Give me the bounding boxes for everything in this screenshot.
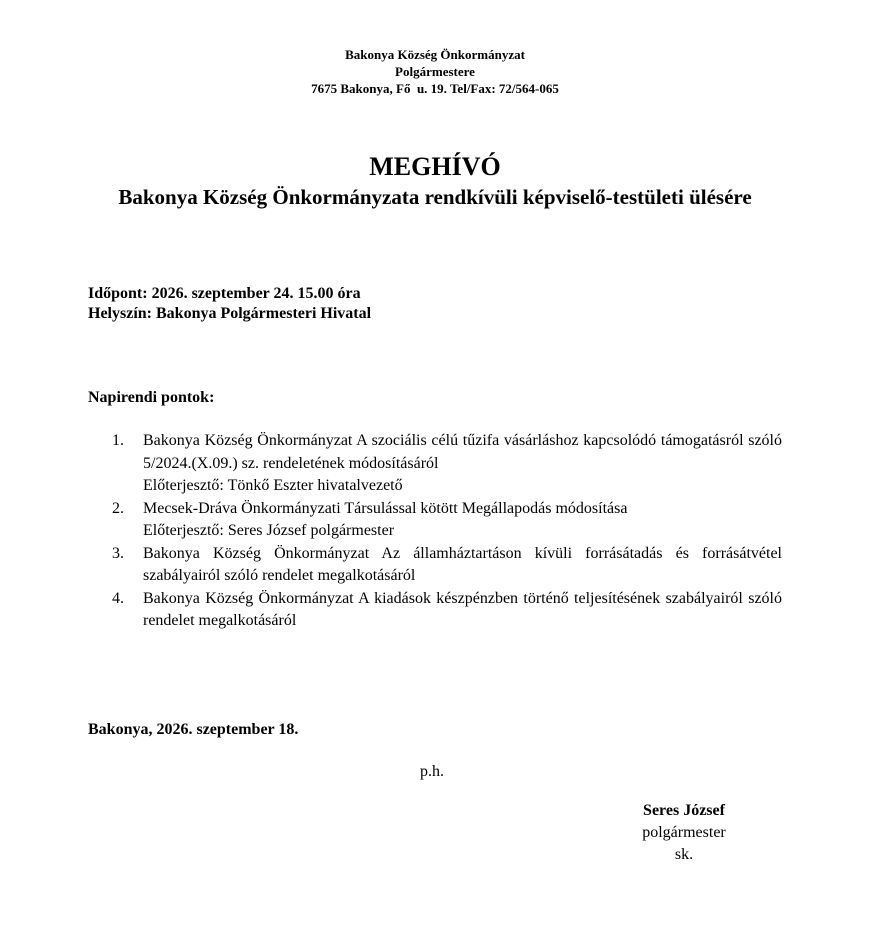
- agenda-item-text: Mecsek-Dráva Önkormányzati Társulással kötött Megállapodás módosítása: [143, 499, 628, 517]
- agenda-item-presenter: Előterjesztő: Tönkő Eszter hivatalvezető: [143, 477, 403, 494]
- letterhead-organization: Bakonya Község Önkormányzat: [345, 47, 525, 62]
- agenda-item: [112, 543, 782, 588]
- signatory-name: Seres József: [643, 802, 725, 819]
- agenda-item-text: Bakonya Község Önkormányzat Az államháztartáson kívüli forrásátadás és forrásátvétel szabályairól szóló rendelet megalkotásáról: [143, 544, 782, 584]
- agenda-item-number: 2.: [112, 499, 124, 517]
- seal-placeholder: p.h.: [420, 763, 444, 780]
- meeting-details: [88, 284, 371, 324]
- agenda-item-number: 1.: [112, 432, 124, 449]
- agenda-item-presenter: Előterjesztő: Seres József polgármester: [143, 522, 395, 539]
- agenda-item-text: Bakonya Község Önkormányzat A szociális célú tűzifa vásárláshoz kapcsolódó támogatásról szóló 5/2024.(X.09.) sz. rendeletének módosításáról: [143, 432, 782, 472]
- agenda-item-text: Bakonya Község Önkormányzat A kiadások készpénzben történő teljesítésének szabályairól szóló rendelet megalkotásáról: [143, 589, 782, 629]
- document-title: MEGHÍVÓ: [369, 152, 501, 181]
- agenda-item: [112, 588, 782, 633]
- signed-mark: sk.: [674, 846, 694, 863]
- agenda-item: [112, 498, 782, 543]
- signatory-title: polgármester: [642, 824, 726, 841]
- agenda-item-number: 4.: [112, 589, 124, 607]
- signature-block: [604, 800, 764, 866]
- place-and-date: Bakonya, 2026. szeptember 18.: [88, 721, 299, 738]
- meeting-time: Időpont: 2026. szeptember 24. 15.00 óra: [88, 285, 361, 302]
- meeting-place: Helyszín: Bakonya Polgármesteri Hivatal: [88, 305, 372, 322]
- agenda-list: [112, 430, 782, 633]
- document-subtitle: Bakonya Község Önkormányzata rendkívüli képviselő-testületi ülésére: [118, 185, 752, 209]
- agenda-heading: Napirendi pontok:: [88, 389, 215, 406]
- agenda-item: [112, 430, 782, 498]
- letterhead: [0, 46, 870, 97]
- agenda-item-number: 3.: [112, 544, 124, 562]
- letterhead-office: Polgármestere: [395, 64, 475, 79]
- letterhead-address: 7675 Bakonya, Fő u. 19. Tel/Fax: 72/564-065: [311, 81, 559, 96]
